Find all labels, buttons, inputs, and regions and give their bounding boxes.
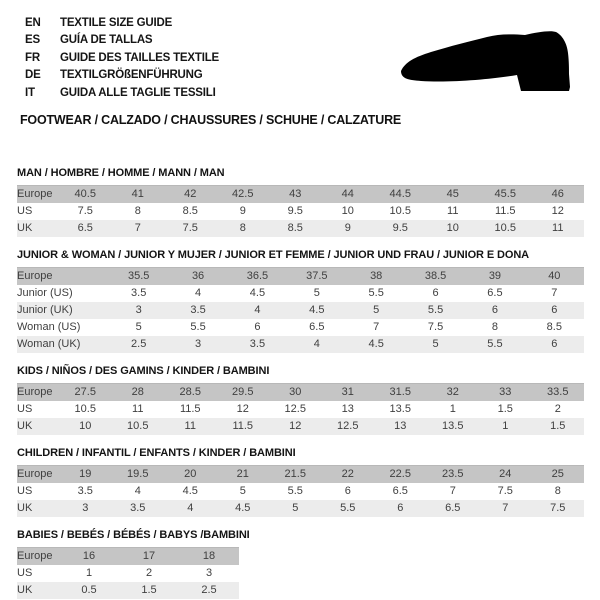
size-cell: 21	[236, 467, 249, 480]
size-cell: 10	[446, 221, 459, 234]
size-cell: 6.5	[445, 501, 461, 514]
size-cell: 1	[502, 419, 509, 432]
size-cell: 5	[135, 320, 142, 333]
row-label: US	[17, 402, 33, 415]
size-section	[17, 365, 584, 435]
table-row	[17, 185, 584, 203]
size-cell: 1	[449, 402, 456, 415]
size-cell: 12	[551, 204, 564, 217]
language-label: TEXTILE SIZE GUIDE	[60, 16, 173, 29]
row-label: Europe	[17, 269, 53, 282]
row-label: UK	[17, 419, 33, 432]
size-cell: 30	[289, 385, 302, 398]
size-cell: 5.5	[190, 320, 206, 333]
size-cell: 6	[344, 484, 351, 497]
size-cell: 25	[551, 467, 564, 480]
size-cell: 10	[79, 419, 92, 432]
size-cell: 45	[446, 187, 459, 200]
size-cell: 4.5	[249, 286, 266, 299]
size-cell: 4	[254, 303, 261, 316]
header	[0, 0, 600, 127]
size-cell: 12	[236, 402, 249, 415]
size-cell: 10.5	[389, 204, 411, 217]
size-cell: 13.5	[442, 419, 464, 432]
table-row	[17, 483, 584, 500]
size-cell: 37.5	[306, 269, 328, 282]
size-cell: 5.5	[368, 286, 384, 299]
table-row	[17, 547, 239, 565]
size-cell: 31	[341, 385, 354, 398]
size-cell: 3.5	[130, 501, 146, 514]
size-cell: 8.5	[287, 221, 303, 234]
size-cell: 7	[551, 286, 558, 299]
language-label: GUÍA DE TALLAS	[60, 34, 153, 47]
size-cell: 19.5	[127, 467, 149, 480]
row-label: US	[17, 484, 33, 497]
size-cell: 10.5	[74, 402, 96, 415]
row-label: Europe	[17, 467, 53, 480]
size-cell: 3.5	[190, 303, 206, 316]
table-row	[17, 465, 584, 483]
size-cell: 3.5	[131, 286, 147, 299]
section-title: CHILDREN / INFANTIL / ENFANTS / KINDER / BAMBINI	[17, 446, 296, 459]
size-cell: 7	[134, 221, 141, 234]
size-cell: 13	[394, 419, 407, 432]
size-cell: 6	[491, 303, 498, 316]
size-cell: 41	[131, 187, 144, 200]
size-cell: 5.5	[487, 337, 503, 350]
row-label: Junior (UK)	[17, 303, 73, 316]
size-cell: 38	[370, 269, 383, 282]
size-cell: 1.5	[497, 402, 513, 415]
size-cell: 11.5	[232, 419, 254, 432]
size-cell: 35.5	[127, 269, 150, 282]
size-cell: 5	[373, 303, 380, 316]
row-label: US	[17, 566, 33, 579]
size-cell: 6	[432, 286, 439, 299]
row-label: US	[17, 204, 33, 217]
size-cell: 36	[191, 269, 205, 282]
size-cell: 6	[397, 501, 404, 514]
size-cell: 9.5	[287, 204, 303, 217]
size-cell: 3	[205, 566, 213, 579]
section-title: BABIES / BEBÉS / BÉBÉS / BABYS /BAMBINI	[17, 528, 250, 541]
size-cell: 7.5	[77, 204, 93, 217]
size-cell: 2.5	[131, 337, 147, 350]
table-row	[17, 203, 584, 220]
size-cell: 2	[145, 566, 153, 579]
size-cell: 7.5	[550, 501, 566, 514]
size-cell: 6.5	[392, 484, 408, 497]
size-cell: 13	[341, 402, 354, 415]
size-cell: 28.5	[179, 385, 201, 398]
table-row	[17, 565, 239, 582]
size-cell: 2	[554, 402, 561, 415]
size-cell: 39	[488, 269, 502, 282]
size-cell: 6.5	[309, 320, 325, 333]
size-cell: 21.5	[284, 467, 306, 480]
size-cell: 8	[491, 320, 498, 333]
size-cell: 13.5	[389, 402, 411, 415]
size-cell: 6.5	[77, 221, 93, 234]
size-cell: 5	[313, 286, 320, 299]
size-cell: 11.5	[179, 402, 201, 415]
size-cell: 5.5	[340, 501, 356, 514]
size-cell: 40	[548, 269, 561, 282]
size-cell: 8	[134, 204, 141, 217]
size-section	[17, 529, 584, 599]
table-row	[17, 302, 584, 319]
size-cell: 10	[341, 204, 354, 217]
section-title: JUNIOR & WOMAN / JUNIOR Y MUJER / JUNIOR ET FEMME / JUNIOR UND FRAU / JUNIOR E DONA	[17, 248, 530, 261]
size-cell: 5.5	[287, 484, 303, 497]
size-cell: 3.5	[249, 337, 266, 350]
size-table	[17, 267, 584, 353]
size-cell: 6	[551, 337, 558, 350]
size-cell: 4	[195, 286, 202, 299]
size-cell: 23.5	[442, 467, 464, 480]
size-cell: 10.5	[494, 221, 516, 234]
size-cell: 7.5	[427, 320, 444, 333]
table-row	[17, 267, 584, 285]
size-cell: 2.5	[201, 583, 217, 596]
size-cell: 6	[551, 303, 558, 316]
size-cell: 7	[449, 484, 456, 497]
size-cell: 11	[132, 402, 144, 415]
row-label: UK	[17, 501, 33, 514]
size-cell: 28	[131, 385, 144, 398]
size-cell: 22.5	[389, 467, 411, 480]
size-cell: 33.5	[547, 385, 569, 398]
size-cell: 5	[292, 501, 299, 514]
size-cell: 24	[499, 467, 512, 480]
size-cell: 8.5	[182, 204, 198, 217]
size-cell: 3	[82, 501, 89, 514]
size-cell: 12.5	[337, 419, 359, 432]
size-cell: 18	[202, 549, 216, 562]
table-row	[17, 319, 584, 336]
size-cell: 20	[184, 467, 197, 480]
language-code: EN	[25, 16, 41, 29]
size-cell: 27.5	[74, 385, 96, 398]
size-cell: 4	[313, 337, 320, 350]
size-cell: 16	[82, 549, 96, 562]
size-cell: 4	[187, 501, 194, 514]
size-cell: 11	[184, 419, 196, 432]
size-cell: 4.5	[368, 337, 384, 350]
language-code: FR	[25, 51, 40, 64]
table-row	[17, 336, 584, 353]
size-cell: 11	[447, 204, 459, 217]
size-cell: 45.5	[494, 187, 516, 200]
size-cell: 12	[289, 419, 302, 432]
size-cell: 46	[551, 187, 564, 200]
size-cell: 1.5	[141, 583, 157, 596]
language-label: GUIDE DES TAILLES TEXTILE	[60, 51, 219, 64]
size-cell: 9.5	[392, 221, 408, 234]
shoe-icon	[399, 29, 576, 94]
size-cell: 12.5	[284, 402, 306, 415]
size-cell: 7.5	[497, 484, 513, 497]
row-label: Europe	[17, 549, 53, 562]
row-label: Junior (US)	[17, 286, 73, 299]
size-cell: 0.5	[81, 583, 97, 596]
row-label: UK	[17, 221, 33, 234]
size-cell: 10.5	[127, 419, 149, 432]
row-label: Woman (UK)	[17, 337, 81, 350]
size-cell: 7	[502, 501, 509, 514]
size-cell: 22	[341, 467, 354, 480]
table-row	[17, 500, 584, 517]
size-cell: 43	[289, 187, 302, 200]
size-cell: 29.5	[232, 385, 254, 398]
size-cell: 7	[373, 320, 380, 333]
row-label: UK	[17, 583, 33, 596]
size-table	[17, 547, 239, 599]
size-cell: 38.5	[424, 269, 447, 282]
table-row	[17, 401, 584, 418]
row-label: Woman (US)	[17, 320, 81, 333]
size-cell: 11	[552, 221, 564, 234]
size-cell: 5	[239, 484, 246, 497]
section-title: MAN / HOMBRE / HOMME / MANN / MAN	[17, 166, 225, 179]
size-cell: 1	[85, 566, 93, 579]
row-label: Europe	[17, 385, 53, 398]
table-row	[17, 582, 239, 599]
size-cell: 6.5	[487, 286, 503, 299]
language-code: ES	[25, 34, 40, 47]
size-cell: 3.5	[77, 484, 93, 497]
language-code: DE	[25, 69, 41, 82]
size-cell: 32	[446, 385, 459, 398]
size-cell: 7.5	[182, 221, 198, 234]
size-cell: 4.5	[235, 501, 251, 514]
table-row	[17, 220, 584, 237]
size-cell: 40.5	[74, 187, 96, 200]
table-row	[17, 285, 584, 302]
size-cell: 17	[142, 549, 156, 562]
size-cell: 8.5	[546, 320, 562, 333]
language-label: TEXTILGRÖßENFÜHRUNG	[60, 69, 203, 82]
language-code: IT	[25, 86, 35, 99]
size-cell: 44.5	[389, 187, 411, 200]
size-cell: 44	[341, 187, 354, 200]
size-cell: 3	[135, 303, 142, 316]
size-cell: 33	[499, 385, 512, 398]
size-cell: 8	[239, 221, 246, 234]
size-cell: 4	[134, 484, 141, 497]
size-cell: 5.5	[427, 303, 444, 316]
table-row	[17, 418, 584, 435]
row-label: Europe	[17, 187, 53, 200]
size-cell: 8	[554, 484, 561, 497]
table-row	[17, 383, 584, 401]
size-cell: 5	[432, 337, 439, 350]
size-section	[17, 447, 584, 517]
language-label: GUIDA ALLE TAGLIE TESSILI	[60, 86, 216, 99]
size-cell: 31.5	[389, 385, 411, 398]
size-cell: 42	[184, 187, 197, 200]
size-cell: 6	[254, 320, 261, 333]
size-cell: 4.5	[182, 484, 198, 497]
size-tables	[17, 167, 584, 599]
size-table	[17, 383, 584, 435]
size-cell: 36.5	[246, 269, 269, 282]
size-cell: 1.5	[550, 419, 566, 432]
size-table	[17, 185, 584, 237]
size-table	[17, 465, 584, 517]
size-cell: 9	[239, 204, 246, 217]
size-cell: 42.5	[232, 187, 254, 200]
size-cell: 4.5	[309, 303, 325, 316]
section-title: KIDS / NIÑOS / DES GAMINS / KINDER / BAMBINI	[17, 364, 270, 377]
size-section	[17, 167, 584, 237]
size-section	[17, 249, 584, 353]
size-cell: 11.5	[494, 204, 516, 217]
size-cell: 3	[195, 337, 202, 350]
size-cell: 9	[344, 221, 351, 234]
category-title: FOOTWEAR / CALZADO / CHAUSSURES / SCHUHE / CALZATURE	[20, 112, 402, 127]
size-cell: 19	[79, 467, 92, 480]
